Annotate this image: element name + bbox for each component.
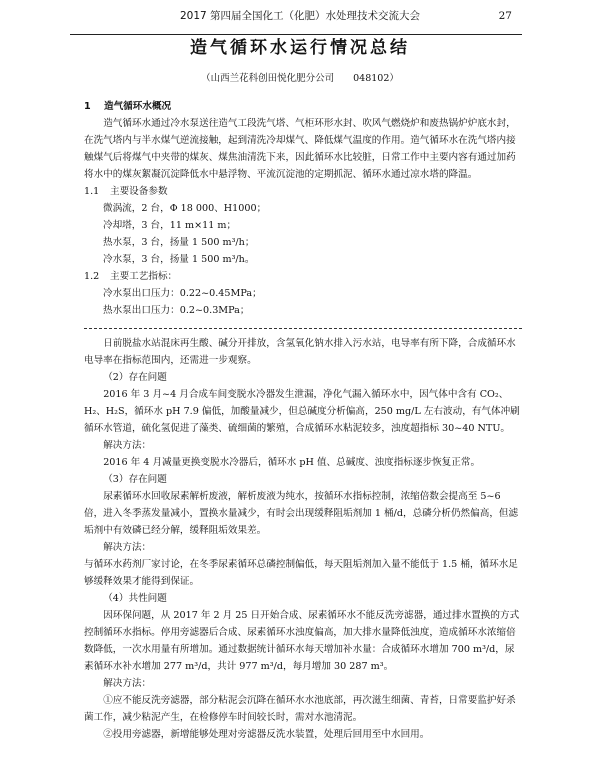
running-header: [0, 8, 600, 30]
solution-label: 解决方法：: [103, 440, 152, 451]
problem-heading: （3）存在问题: [103, 474, 167, 485]
list-item: 微涡流，2 台，Φ 18 000、H1000；: [103, 203, 267, 214]
solution-label: 解决方法：: [103, 678, 152, 689]
list-item: 冷水泵出口压力：0.22~0.45MPa；: [103, 288, 262, 299]
paragraph: ①应不能反洗旁滤器，部分粘泥会沉降在循环水水池底部，再次滋生细菌、青苔，日常要监护好杀菌工作，减少粘泥产生，在检修停车时间较长时，需对水池清泥。: [84, 695, 516, 723]
section-heading: [84, 98, 522, 115]
paragraph: 日前脱盐水站混床再生酸、碱分开排放，含氢氧化钠水排入污水站，电导率有所下降，合成循环水电导率在指标范围内，还需进一步观察。: [84, 338, 516, 366]
page-number: 27: [498, 10, 512, 22]
paragraph: 尿素循环水回收尿素解析废液，解析废液为纯水，按循环水指标控制，浓缩倍数会提高至 5~6 倍，进入冬季蒸发量减小，置换水量减少，有时会出现缓释阻垢剂加 1 桶/d，总磷分析仍然偏高，但滤垢剂中有效磷已经分解，缓释阻垢效果差。: [84, 491, 519, 536]
author-affiliation: （山西兰花科创田悦化肥分公司 048102）: [201, 73, 399, 84]
article-title: 造气循环水运行情况总结: [190, 38, 410, 58]
article-body: [84, 98, 522, 743]
subsection-number: 1.2: [84, 271, 100, 282]
subsection-title: 主要设备参数: [110, 186, 168, 197]
subsection-heading: [84, 183, 522, 200]
header-title: 2017 第四届全国化工（化肥）水处理技术交流大会: [179, 10, 421, 22]
list-item: 冷水泵，3 台，扬量 1 500 m³/h。: [103, 254, 255, 265]
subsection-heading: [84, 268, 522, 285]
list-item: 冷却塔，3 台，11 m×11 m；: [103, 220, 237, 231]
problem-heading: （2）存在问题: [103, 372, 167, 383]
paragraph: 造气循环水通过冷水泵送往造气工段洗气塔、气柜环形水封、吹风气燃烧炉和废热锅炉炉底水封，在洗气塔内与半水煤气逆流接触，起到清洗冷却煤气、降低煤气温度的作用。造气循环水在洗气塔内接触煤气后将煤气中夹带的煤灰、煤焦油清洗下来，因此循环水比较脏，日常工作中主要内容有通过加药将水中的煤灰絮凝沉淀降低水中悬浮物、平流沉淀池的定期抓泥、循环水通过凉水塔的降温。: [84, 118, 516, 180]
list-item: 热水泵，3 台，扬量 1 500 m³/h；: [103, 237, 255, 248]
paragraph: 2016 年 3 月~4 月合成车间变脱水冷器发生泄漏，净化气漏入循环水中，因气体中含有 CO₂、H₂、H₂S，循环水 pH 7.9 偏低，加酸量减少，但总碱度分析偏高，250 mg/L 左右波动，有气体冲刷循环水管道，硫化氢促进了藻类、硫细菌的繁殖，合成循环水粘泥较多，浊度超指标 30~40 NTU。: [84, 389, 520, 434]
section-number: 1: [84, 101, 91, 112]
paragraph: 因环保问题，从 2017 年 2 月 25 日开始合成、尿素循环水不能反洗旁滤器，通过排水置换的方式控制循环水指标。停用旁滤器后合成、尿素循环水浊度偏高，加大排水量降低浊度，造成循环水浓缩倍数降低，一次水用量有所增加。通过数据统计循环水每天增加补水量：合成循环水增加 700 m³/d，尿素循环水补水增加 277 m³/d，共计 977 m³/d，每月增加 30 287 m³。: [84, 610, 520, 672]
header-divider: [70, 34, 522, 35]
section-title: 造气循环水概况: [104, 101, 172, 112]
problem-heading: （4）共性问题: [103, 593, 167, 604]
subsection-number: 1.1: [84, 186, 100, 197]
paragraph: 2016 年 4 月减量更换变脱水冷器后，循环水 pH 值、总碱度、浊度指标逐步恢复正常。: [103, 457, 481, 468]
paragraph: ②投用旁滤器，新增能够处理对旁滤器反洗水装置，处理后回用至中水回用。: [103, 729, 430, 740]
dashed-separator: [84, 322, 522, 329]
list-item: 热水泵出口压力：0.2~0.3MPa；: [103, 305, 250, 316]
solution-label: 解决方法：: [103, 542, 152, 553]
subsection-title: 主要工艺指标：: [110, 271, 178, 282]
paragraph: 与循环水药剂厂家讨论，在冬季尿素循环总磷控制偏低，每天阻垢剂加入量不能低于 1.5 桶，循环水足够缓释效果才能得到保证。: [84, 559, 518, 587]
